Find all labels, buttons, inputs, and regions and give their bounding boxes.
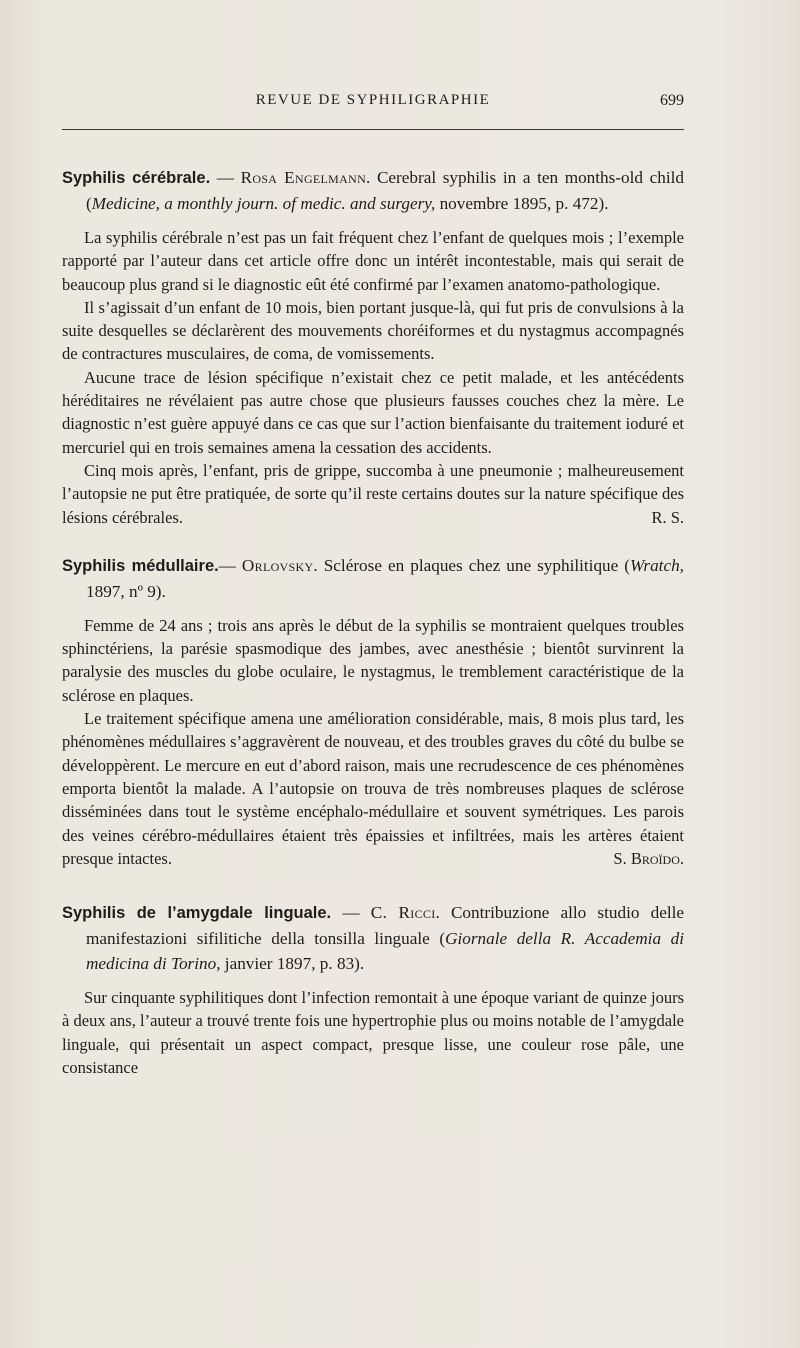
signature: R. S. (651, 507, 684, 527)
article-citation-end: janvier 1897, p. 83). (220, 954, 365, 974)
heading-dash: — (210, 168, 241, 187)
article-source: Medicine, a monthly journ. of medic. and surgery, (91, 194, 436, 213)
paragraph: La syphilis cérébrale n’est pas un fait fréquent chez l’enfant de quelques mois ; l’exemple rapporté par l’auteur dans cet article offre donc un intérêt incontestable, mais qui serait de beaucoup plus grand si le diagnostic eût été confirmé par l’examen anatomo-pathologique. (62, 228, 684, 294)
article-title: . Cerebral syphilis in a ten months-old child ( (86, 168, 684, 213)
article-syphilis-cerebrale (62, 165, 684, 529)
heading-dash: — (218, 555, 242, 575)
article-source: Wratch, (630, 555, 684, 575)
article-citation-end: novembre 1895, p. 472). (435, 194, 609, 213)
article-keyword: Syphilis de l’amygdale linguale. (62, 904, 332, 923)
paragraph-with-signature (62, 707, 684, 870)
page-number: 699 (660, 92, 684, 109)
article-source: Giornale della R. Accademia di medicina di Torino, (86, 929, 684, 974)
article-title: . Sclérose en plaques chez une syphilitique ( (313, 555, 631, 575)
header-rule (62, 129, 684, 130)
article-syphilis-amygdale-linguale (62, 900, 684, 1079)
paragraph: Il s’agissait d’un enfant de 10 mois, bien portant jusque-là, qui fut pris de convulsions à la suite desquelles se déclarèrent des mouvements choréiformes et du nystagmus accompagnés de contractures musculaires, de coma, de vomissements. (62, 297, 684, 364)
paragraph-text: Cinq mois après, l’enfant, pris de grippe, succomba à une pneumonie ; malheureusement l’autopsie ne put être pratiquée, de sorte qu’il reste certains doutes sur la nature spécifique des lésions cérébrales. (62, 460, 684, 527)
paragraph-with-signature (62, 459, 684, 529)
paragraph: Aucune trace de lésion spécifique n’existait chez ce petit malade, et les antécédents héréditaires ne révélaient pas autre chose que plusieurs fausses couches chez la mère. Le diagnostic n’est guère appuyé dans ce cas que sur l’action bienfaisante du traitement ioduré et mercuriel qui en trois semaines amena la cessation des accidents. (62, 367, 684, 457)
article-citation-end: 1897, nº 9). (86, 581, 166, 601)
journal-title: REVUE DE SYPHILIGRAPHIE (255, 92, 491, 108)
heading-dash: — (331, 903, 371, 923)
article-author: Rosa Engelmann (240, 168, 367, 187)
running-head (62, 92, 684, 114)
signature-initial: S. (613, 848, 631, 868)
paragraph: Femme de 24 ans ; trois ans après le début de la syphilis se montraient quelques troubles sphinctériens, la parésie spasmodique des jambes, avec anesthésie ; bientôt survinrent la paralysie des muscles du globe oculaire, le nystagmus, le tremblement caractéristique de la sclérose en plaques. (62, 615, 684, 705)
article-author: C. Ricci (370, 903, 436, 923)
article-author: Orlovsky (241, 555, 314, 575)
article-keyword: Syphilis médullaire. (62, 556, 219, 575)
article-syphilis-medullaire (62, 553, 684, 870)
content (62, 165, 684, 1079)
signature (591, 847, 684, 870)
article-heading (62, 900, 684, 976)
article-title: . Contribuzione allo studio delle manifestazioni sifilitiche della tonsilla linguale ( (86, 903, 685, 949)
article-heading (62, 165, 684, 216)
article-keyword: Syphilis cérébrale. (62, 169, 211, 187)
article-heading (62, 553, 684, 604)
paragraph: Sur cinquante syphilitiques dont l’infection remontait à une époque variant de quinze jours à deux ans, l’auteur a trouvé trente fois une hypertrophie plus ou moins notable de l’amygdale linguale, qui présentait un aspect compact, presque lisse, une couleur rose pâle, une consistance (62, 988, 684, 1078)
paragraph-text: Le traitement spécifique amena une amélioration considérable, mais, 8 mois plus tard, les phénomènes médullaires s’aggravèrent de nouveau, et des troubles graves du côté du bulbe se développèrent. Le mercure en eut d’abord raison, mais une recrudescence de ces phénomènes emporta bientôt la malade. A l’autopsie on trouva de très nombreuses plaques de sclérose disséminées dans tout le système encéphalo-médullaire et souvent symétriques. Les parois des veines cérébro-médullaires étaient très épaissies et infiltrées, mais les artères étaient presque intactes. (62, 709, 684, 868)
signature-name: Broïdo. (630, 848, 684, 868)
